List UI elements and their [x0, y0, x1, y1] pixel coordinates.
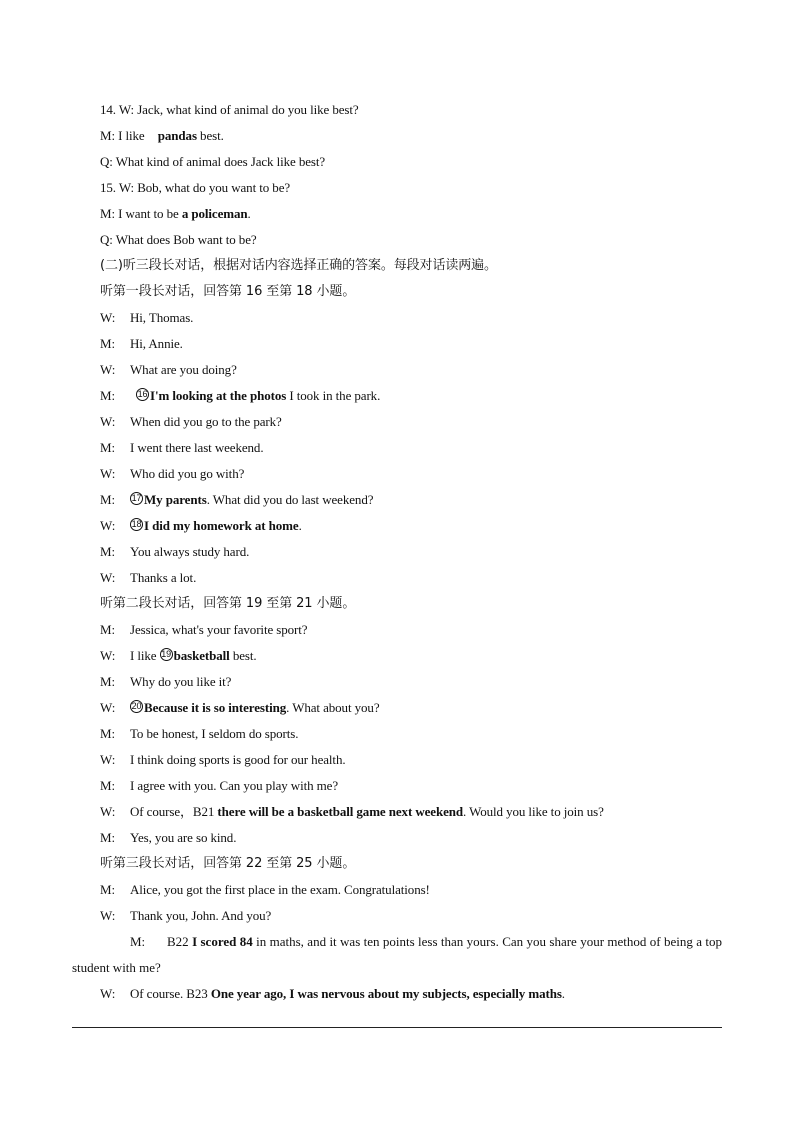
speaker-label: M: [100, 492, 115, 507]
dialog-text: Who did you go with? [130, 466, 245, 481]
answer-key: basketball [173, 648, 230, 663]
section-two-heading: (二)听三段长对话，根据对话内容选择正确的答案。每段对话读两遍。 [100, 258, 497, 273]
dialog1-line [100, 388, 380, 404]
dialog3-line [100, 882, 430, 898]
speaker-label: M: [100, 622, 115, 637]
dialog3-long-paragraph [72, 929, 722, 981]
dialog-text: . Would you like to join us? [463, 804, 604, 819]
speaker-label: M: [100, 440, 115, 455]
dialog-text: Thanks a lot. [130, 570, 197, 585]
dialog-text: To be honest, I seldom do sports. [130, 726, 299, 741]
q14-answer [100, 128, 224, 144]
answer-key: I'm looking at the photos [150, 388, 287, 403]
dialog1-line [100, 518, 302, 534]
speaker-label: W: [100, 414, 116, 429]
speaker-label: M: [130, 934, 146, 949]
dialog1-line [100, 310, 193, 326]
speaker-label: W: [100, 752, 116, 767]
dialog-text: What are you doing? [130, 362, 237, 377]
dialog-text: best. [229, 648, 257, 663]
dialog-text: Why do you like it? [130, 674, 232, 689]
dialog1-line [100, 414, 282, 430]
dialog-text: I went there last weekend. [130, 440, 264, 455]
dialog2-line [100, 700, 380, 716]
dialog-text: Of course，B21 [130, 804, 218, 819]
dialog2-line [100, 778, 338, 794]
dialog-text: When did you go to the park? [130, 414, 282, 429]
q14-check: Q: What kind of animal does Jack like best? [100, 154, 326, 169]
speaker-label: M: [100, 778, 115, 793]
speaker-label: W: [100, 466, 116, 481]
dialog1-line [100, 492, 373, 508]
speaker-label: M: [100, 388, 115, 403]
dialog-text: Hi, Annie. [130, 336, 183, 351]
dialog-text: . What about you? [286, 700, 380, 715]
dialog-text: Thank you, John. And you? [130, 908, 272, 923]
question-number-badge: 17 [131, 493, 142, 503]
dialog-text: Hi, Thomas. [130, 310, 194, 325]
question-number-badge: 19 [161, 649, 172, 659]
dialog1-line [100, 544, 249, 560]
q15-answer-post: . [247, 206, 251, 221]
answer-key: I did my homework at home [144, 518, 299, 533]
dialog2-line [100, 726, 298, 742]
answer-key: Because it is so interesting [144, 700, 287, 715]
speaker-label: W: [100, 908, 116, 923]
dialog-text: Of course. B23 [130, 986, 211, 1001]
dialog-text: Alice, you got the first place in the exam. Congratulations! [130, 882, 430, 897]
speaker-label: M: [100, 726, 115, 741]
dialog1-line [100, 440, 263, 456]
dialog1-line [100, 362, 237, 378]
speaker-label: M: [100, 882, 115, 897]
dialog2-line [100, 674, 231, 690]
dialog1-line [100, 336, 183, 352]
q15-check: Q: What does Bob want to be? [100, 232, 257, 247]
speaker-label: W: [100, 518, 116, 533]
question-number-badge: 20 [131, 701, 142, 711]
dialog-text: I think doing sports is good for our health. [130, 752, 346, 767]
dialog1-line [100, 466, 244, 482]
dialog-text: You always study hard. [130, 544, 250, 559]
dialog1-line [100, 570, 196, 586]
dialog-text: I agree with you. Can you play with me? [130, 778, 339, 793]
q14-answer-key: pandas [157, 128, 197, 143]
q15-answer-pre: M: I want to be [100, 206, 182, 221]
answer-key: I scored 84 [192, 934, 253, 949]
dialog2-line [100, 804, 604, 820]
dialog2-line [100, 752, 346, 768]
dialog2-line [100, 648, 257, 664]
q14-answer-post: best. [196, 128, 224, 143]
dialog2-line [100, 622, 307, 638]
dialog-text: I took in the park. [286, 388, 381, 403]
dialog1-heading: 听第一段长对话，回答第 16 至第 18 小题。 [100, 284, 356, 299]
q14-answer-pre: M: I like [100, 128, 148, 143]
q15-answer-key: a policeman [181, 206, 248, 221]
speaker-label: W: [100, 804, 116, 819]
speaker-label: M: [100, 336, 115, 351]
speaker-label: W: [100, 700, 116, 715]
speaker-label: M: [100, 674, 115, 689]
speaker-label: W: [100, 570, 116, 585]
dialog-text: in maths, and it was ten points less than yours. Can you share your method of being a top student with me? [72, 934, 722, 975]
question-number-badge: 16 [137, 389, 148, 399]
speaker-label: M: [100, 544, 115, 559]
speaker-label: W: [100, 986, 116, 1001]
answer-key: there will be a basketball game next weekend [217, 804, 464, 819]
dialog-text: Jessica, what's your favorite sport? [130, 622, 308, 637]
q15-answer [100, 206, 251, 222]
dialog-text: . [298, 518, 302, 533]
dialog-text: . [561, 986, 565, 1001]
dialog-text: . What did you do last weekend? [206, 492, 374, 507]
speaker-label: W: [100, 362, 116, 377]
question-number-badge: 18 [131, 519, 142, 529]
speaker-label: W: [100, 310, 116, 325]
answer-key: One year ago, I was nervous about my subjects, especially maths [210, 986, 562, 1001]
dialog-text: B22 [167, 934, 193, 949]
dialog2-line [100, 830, 236, 846]
dialog-text: Yes, you are so kind. [130, 830, 237, 845]
dialog3-line [100, 908, 271, 924]
dialog3-heading: 听第三段长对话，回答第 22 至第 25 小题。 [100, 856, 356, 871]
speaker-label: M: [100, 830, 115, 845]
answer-key: My parents [144, 492, 207, 507]
footer-divider [72, 1027, 722, 1028]
q14-question: 14. W: Jack, what kind of animal do you like best? [100, 102, 359, 117]
dialog2-heading: 听第二段长对话，回答第 19 至第 21 小题。 [100, 596, 356, 611]
dialog-text: I like [130, 648, 160, 663]
speaker-label: W: [100, 648, 116, 663]
dialog3-line [100, 986, 565, 1002]
q15-question: 15. W: Bob, what do you want to be? [100, 180, 291, 195]
